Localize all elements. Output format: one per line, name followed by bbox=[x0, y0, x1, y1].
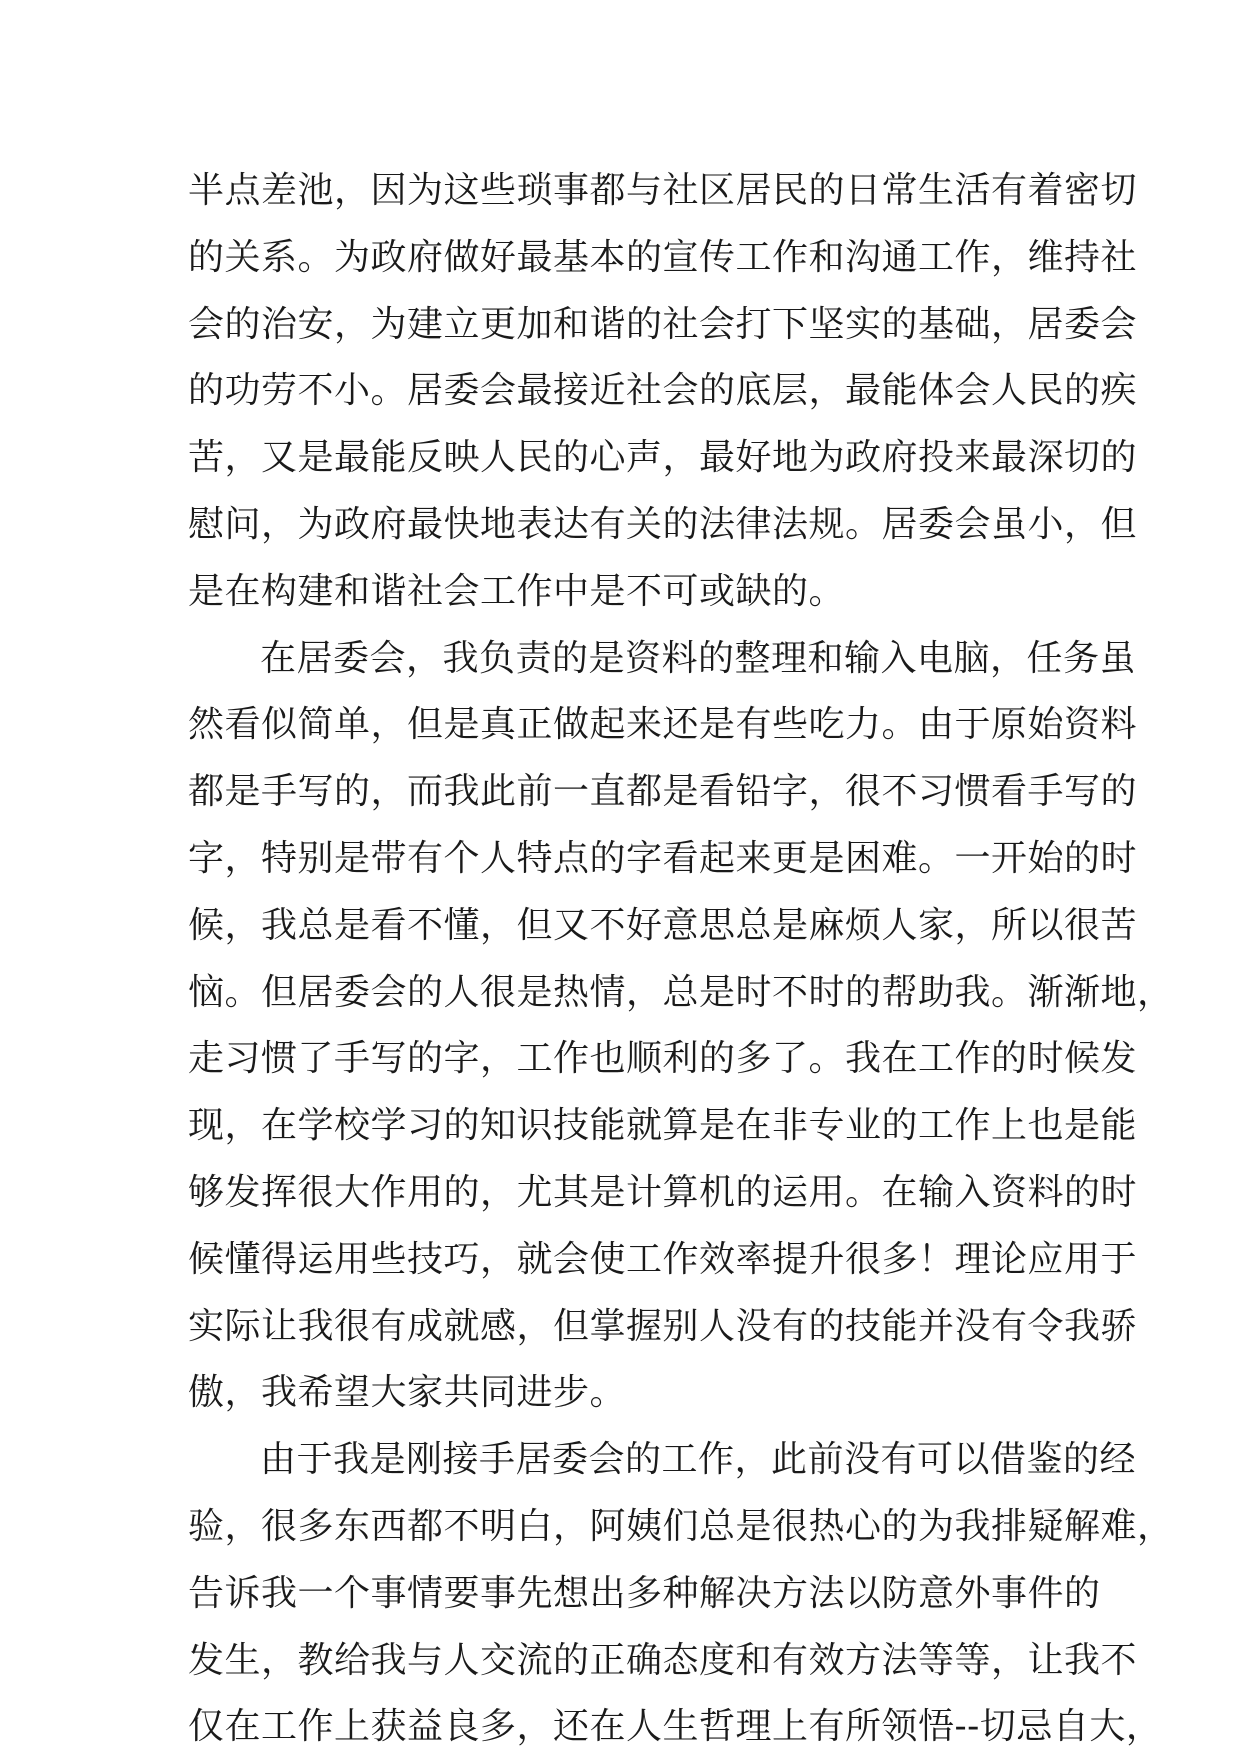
paragraph-2-line-4: 字，特别是带有个人特点的字看起来更是困难。一开始的时 bbox=[188, 837, 1138, 879]
paragraph-3-line-1: 由于我是刚接手居委会的工作，此前没有可以借鉴的经 bbox=[260, 1439, 1137, 1481]
paragraph-1-line-7: 是在构建和谐社会工作中是不可或缺的。 bbox=[188, 570, 846, 612]
paragraph-3-line-4: 发生，教给我与人交流的正确态度和有效方法等等，让我不 bbox=[188, 1639, 1138, 1681]
paragraph-2-line-1: 在居委会，我负责的是资料的整理和输入电脑，任务虽 bbox=[260, 637, 1137, 679]
paragraph-2-line-3: 都是手写的，而我此前一直都是看铅字，很不习惯看手写的 bbox=[188, 771, 1138, 813]
paragraph-1-line-4: 的功劳不小。居委会最接近社会的底层，最能体会人民的疾 bbox=[188, 370, 1138, 412]
paragraph-1-line-2: 的关系。为政府做好最基本的宣传工作和沟通工作，维持社 bbox=[188, 236, 1138, 278]
paragraph-2-line-10: 候懂得运用些技巧，就会使工作效率提升很多！理论应用于 bbox=[188, 1238, 1138, 1280]
paragraph-1-line-1: 半点差池，因为这些琐事都与社区居民的日常生活有着密切 bbox=[188, 170, 1138, 211]
paragraph-2-line-5: 候，我总是看不懂，但又不好意思总是麻烦人家，所以很苦 bbox=[188, 904, 1138, 946]
paragraph-3-line-5: 仅在工作上获益良多，还在人生哲理上有所领悟--切忌自大， bbox=[188, 1706, 1163, 1748]
paragraph-2-line-9: 够发挥很大作用的，尤其是计算机的运用。在输入资料的时 bbox=[188, 1171, 1138, 1213]
paragraph-2-line-11: 实际让我很有成就感，但掌握别人没有的技能并没有令我骄 bbox=[188, 1305, 1138, 1347]
paragraph-2-line-8: 现，在学校学习的知识技能就算是在非专业的工作上也是能 bbox=[188, 1105, 1138, 1147]
paragraph-2-line-7: 走习惯了手写的字，工作也顺利的多了。我在工作的时候发 bbox=[188, 1038, 1138, 1080]
paragraph-3-line-2: 验，很多东西都不明白，阿姨们总是很热心的为我排疑解难， bbox=[188, 1505, 1174, 1547]
paragraph-1-line-6: 慰问，为政府最快地表达有关的法律法规。居委会虽小，但 bbox=[188, 503, 1138, 545]
paragraph-3-line-3: 告诉我一个事情要事先想出多种解决方法以防意外事件的 bbox=[188, 1572, 1101, 1614]
paragraph-1-line-3: 会的治安，为建立更加和谐的社会打下坚实的基础，居委会 bbox=[188, 303, 1138, 345]
paragraph-1-line-5: 苦，又是最能反映人民的心声，最好地为政府投来最深切的 bbox=[188, 437, 1138, 479]
paragraph-2-line-12: 傲，我希望大家共同进步。 bbox=[188, 1372, 627, 1414]
paragraph-2-line-2: 然看似简单，但是真正做起来还是有些吃力。由于原始资料 bbox=[188, 704, 1138, 746]
paragraph-2-line-6: 恼。但居委会的人很是热情，总是时不时的帮助我。渐渐地， bbox=[188, 971, 1174, 1013]
body-text bbox=[188, 158, 1174, 1761]
